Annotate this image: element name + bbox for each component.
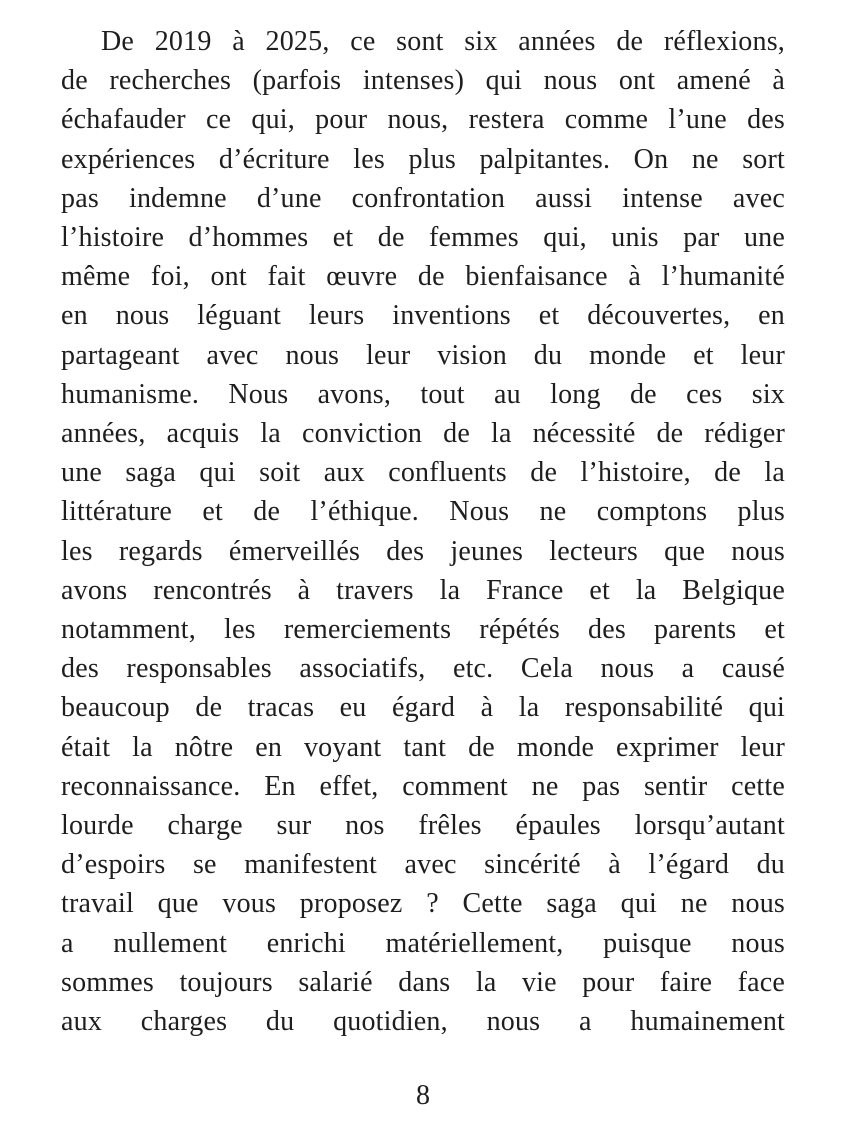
text-line: De 2019 à 2025, ce sont six années de réflexions, <box>101 26 785 57</box>
text-line: les regards émerveillés des jeunes lecteurs que nous <box>61 535 785 567</box>
text-line: années, acquis la conviction de la nécessité de rédiger <box>61 418 785 450</box>
text-line: humanisme. Nous avons, tout au long de ces six <box>61 378 785 410</box>
text-line: d’espoirs se manifestent avec sincérité à l’égard du <box>61 849 785 881</box>
text-line: partageant avec nous leur vision du monde et leur <box>61 339 785 371</box>
text-line: des responsables associatifs, etc. Cela nous a causé <box>61 653 785 685</box>
text-line: notamment, les remerciements répétés des parents et <box>61 614 785 646</box>
text-line: aux charges du quotidien, nous a humainement <box>61 1006 785 1038</box>
text-line: lourde charge sur nos frêles épaules lorsqu’autant <box>61 810 785 842</box>
text-line: beaucoup de tracas eu égard à la responsabilité qui <box>61 692 785 724</box>
text-line: de recherches (parfois intenses) qui nous ont amené à <box>61 65 785 97</box>
text-line: une saga qui soit aux confluents de l’histoire, de la <box>61 457 785 489</box>
page-number: 8 <box>416 1080 430 1111</box>
text-line: sommes toujours salarié dans la vie pour faire face <box>61 966 785 998</box>
text-line: en nous léguant leurs inventions et découvertes, en <box>61 300 785 332</box>
text-line: littérature et de l’éthique. Nous ne comptons plus <box>61 496 785 528</box>
text-line: pas indemne d’une confrontation aussi intense avec <box>61 182 785 214</box>
text-line: l’histoire d’hommes et de femmes qui, unis par une <box>61 222 785 254</box>
text-line: reconnaissance. En effet, comment ne pas sentir cette <box>61 770 785 802</box>
text-line: même foi, ont fait œuvre de bienfaisance à l’humanité <box>61 261 785 293</box>
text-line: travail que vous proposez ? Cette saga qui ne nous <box>61 888 785 920</box>
text-line: expériences d’écriture les plus palpitantes. On ne sort <box>61 143 785 175</box>
text-line: échafauder ce qui, pour nous, restera comme l’une des <box>61 104 785 136</box>
text-line: était la nôtre en voyant tant de monde exprimer leur <box>61 731 785 763</box>
text-line: avons rencontrés à travers la France et la Belgique <box>61 574 785 606</box>
text-line: a nullement enrichi matériellement, puisque nous <box>61 927 785 959</box>
paragraph-block <box>61 22 785 1041</box>
